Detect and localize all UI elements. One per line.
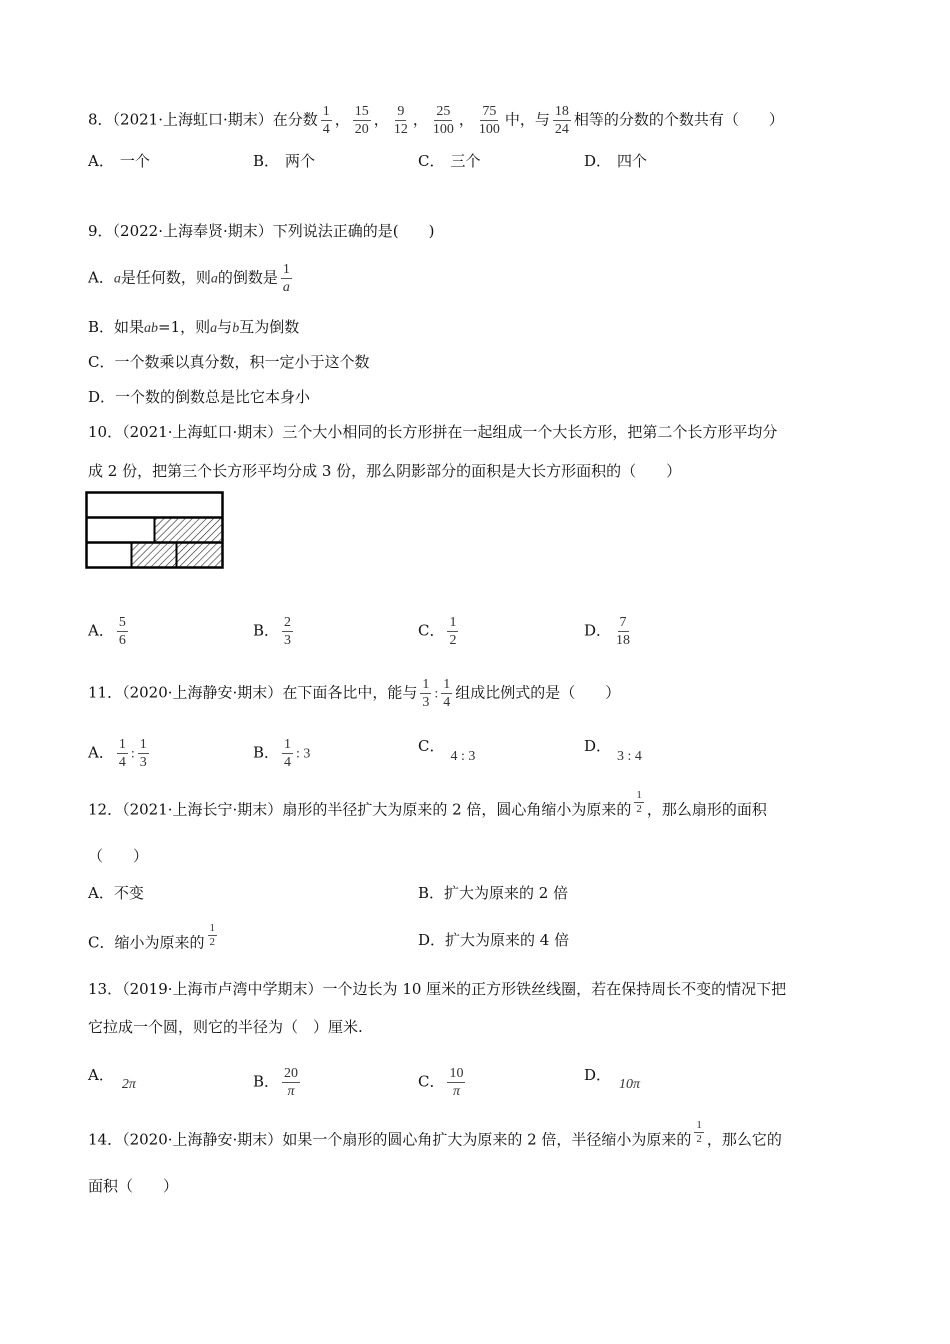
fraction: $\frac{1}{a}$	[282, 262, 290, 295]
fraction: $\frac{1}{4}$	[118, 737, 126, 770]
fraction: $\frac{1}{2}$	[636, 789, 642, 815]
question-10-line-1: 10．（2021·上海虹口·期末）三个大小相同的长方形拼在一起组成一个大长方形，把第二个长方形平均分	[88, 423, 778, 441]
q10-option-b[interactable]: B． $\frac{2}{3}$	[253, 615, 292, 648]
q13-option-b[interactable]: B． $\frac{20}{\pi}$	[253, 1066, 299, 1099]
q12-answer-blank: （ ）	[88, 847, 149, 865]
fraction: $\frac{1}{2}$	[696, 1119, 702, 1145]
question-13-line-2: 它拉成一个圆，则它的半径为（ ）厘米.	[88, 1018, 363, 1036]
q9-option-b[interactable]: B．如果ab=1，则a与b互为倒数	[88, 318, 300, 336]
q8-text-mid: 中，与	[504, 110, 550, 129]
question-13-line-1: 13．（2019·上海市卢湾中学期末）一个边长为 10 厘米的正方形铁丝线圈，若在保持周长不变的情况下把	[88, 980, 787, 998]
question-11-stem: 11．（2020·上海静安·期末）在下面各比中，能与 $\frac{1}{3}$ : $\frac{1}{4}$ 组成比例式的是（ ）	[88, 677, 621, 710]
question-8-stem: 8．（2021·上海虹口·期末）在分数 $\frac{1}{4}$ ， $\frac{15}{20}$ ， $\frac{9}{12}$ ， $\frac{25}{100}$ ， $\frac{75}{100}$ 中，与 $\frac{18}{24}$ 相等的分数的个数共有（ ）	[88, 104, 784, 137]
fraction: $\frac{1}{4}$	[322, 104, 330, 137]
rectangle-figure	[85, 491, 225, 571]
q10-option-a[interactable]: A． $\frac{5}{6}$	[88, 615, 126, 648]
fraction: $\frac{1}{3}$	[139, 737, 147, 770]
q8-text-b: 相等的分数的个数共有（ ）	[573, 110, 784, 129]
fraction: $\frac{7}{18}$	[616, 615, 631, 648]
fraction: $\frac{1}{4}$	[284, 737, 292, 770]
q8-option-c[interactable]: C． 三个	[418, 152, 481, 170]
fraction: $\frac{1}{3}$	[422, 677, 430, 710]
q11-option-b[interactable]: B． $\frac{1}{4}$ : 3	[253, 737, 311, 770]
q12-option-a[interactable]: A．不变	[88, 884, 144, 902]
fraction: $\frac{75}{100}$	[478, 104, 500, 137]
fraction: $\frac{1}{4}$	[443, 677, 451, 710]
q11-option-c[interactable]: C．4 : 3	[418, 737, 476, 764]
q11-option-d[interactable]: D．3 : 4	[584, 737, 642, 764]
shaded-half	[155, 518, 223, 543]
q8-source: （2021·上海虹口·期末）	[112, 110, 273, 129]
q8-number: 8．	[88, 110, 113, 129]
question-14-line-2: 面积（ ）	[88, 1177, 179, 1195]
question-12-stem: 12．（2021·上海长宁·期末）扇形的半径扩大为原来的 2 倍，圆心角缩小为原来的 $\frac{1}{2}$ ，那么扇形的面积	[88, 789, 767, 819]
q9-option-c[interactable]: C．一个数乘以真分数，积一定小于这个数	[88, 353, 370, 371]
fraction: $\frac{15}{20}$	[354, 104, 369, 137]
q8-option-a[interactable]: A． 一个	[88, 152, 150, 170]
fraction: $\frac{18}{24}$	[554, 104, 569, 137]
fraction: $\frac{5}{6}$	[118, 615, 126, 648]
fraction: $\frac{10}{\pi}$	[449, 1066, 464, 1099]
q9-option-d[interactable]: D．一个数的倒数总是比它本身小	[88, 388, 311, 406]
q12-option-b[interactable]: B．扩大为原来的 2 倍	[418, 884, 569, 902]
q8-option-b[interactable]: B． 两个	[253, 152, 316, 170]
question-10-line-2: 成 2 份，把第三个长方形平均分成 3 份，那么阴影部分的面积是大长方形面积的（ ）	[88, 462, 682, 480]
fraction: $\frac{1}{2}$	[449, 615, 457, 648]
fraction: $\frac{1}{2}$	[209, 922, 215, 948]
q8-text-a: 在分数	[272, 110, 318, 129]
shaded-third-1	[132, 543, 177, 568]
q13-option-c[interactable]: C． $\frac{10}{\pi}$	[418, 1066, 464, 1099]
fraction: $\frac{9}{12}$	[393, 104, 408, 137]
fraction: $\frac{25}{100}$	[432, 104, 454, 137]
question-9-stem: 9．（2022·上海奉贤·期末）下列说法正确的是( )	[88, 222, 435, 240]
fraction: $\frac{2}{3}$	[284, 615, 292, 648]
q10-option-d[interactable]: D． $\frac{7}{18}$	[584, 615, 631, 648]
q13-option-a[interactable]: A．2π	[88, 1066, 136, 1092]
shaded-third-2	[177, 543, 223, 568]
q12-option-d[interactable]: D．扩大为原来的 4 倍	[418, 931, 570, 949]
q13-option-d[interactable]: D．10π	[584, 1066, 641, 1092]
q8-option-d[interactable]: D． 四个	[584, 152, 648, 170]
q10-option-c[interactable]: C． $\frac{1}{2}$	[418, 615, 457, 648]
question-14-line-1: 14．（2020·上海静安·期末）如果一个扇形的圆心角扩大为原来的 2 倍，半径缩小为原来的 $\frac{1}{2}$ ，那么它的	[88, 1119, 782, 1149]
q9-option-a[interactable]: A．a是任何数，则a的倒数是 $\frac{1}{a}$	[88, 262, 290, 295]
q11-option-a[interactable]: A． $\frac{1}{4}$ : $\frac{1}{3}$	[88, 737, 147, 770]
q12-option-c[interactable]: C．缩小为原来的 $\frac{1}{2}$	[88, 922, 215, 952]
fraction: $\frac{20}{\pi}$	[284, 1066, 299, 1099]
